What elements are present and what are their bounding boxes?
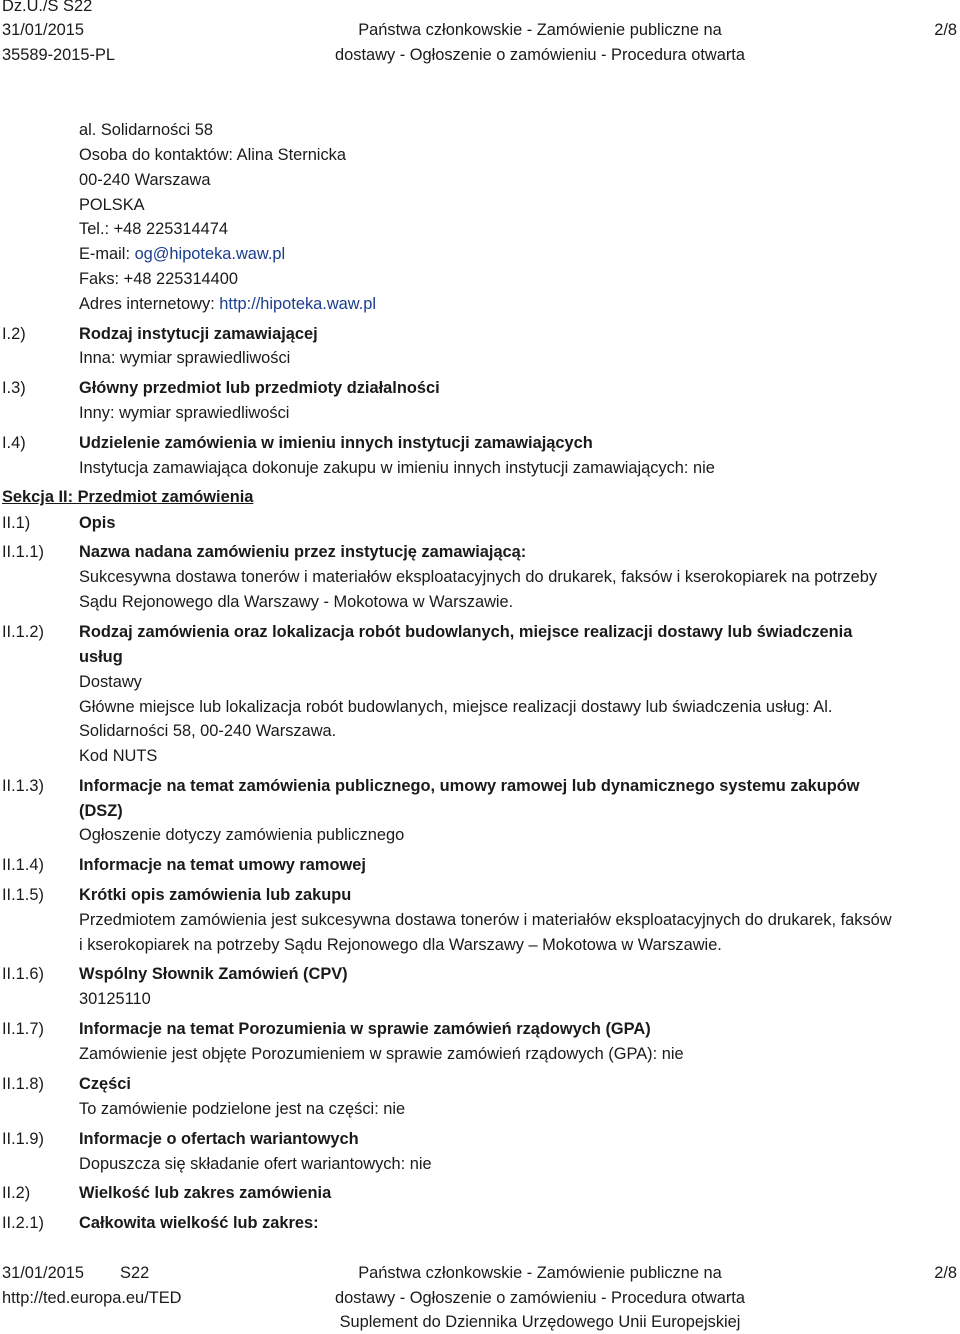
item-text: Dostawy xyxy=(79,673,142,691)
contact-web-row xyxy=(79,295,376,315)
item-title: Informacje na temat zamówienia publicznego, umowy ramowej lub dynamicznego systemu zakupów xyxy=(79,777,860,795)
item-number: II.1.9) xyxy=(2,1130,44,1148)
cpv-code: 30125110 xyxy=(79,990,151,1008)
web-link[interactable]: http://hipoteka.waw.pl xyxy=(219,295,377,313)
item-text: Zamówienie jest objęte Porozumieniem w sprawie zamówień rządowych (GPA): nie xyxy=(79,1045,684,1063)
footer-page-number: 2/8 xyxy=(934,1264,957,1282)
footer-title-line1: Państwa członkowskie - Zamówienie publiczne na xyxy=(358,1264,722,1282)
item-title: Wspólny Słownik Zamówień (CPV) xyxy=(79,965,348,983)
item-text: Kod NUTS xyxy=(79,747,158,765)
item-text: Dopuszcza się składanie ofert wariantowych: nie xyxy=(79,1155,432,1173)
item-number: II.2) xyxy=(2,1184,31,1202)
header-page-number: 2/8 xyxy=(934,21,957,39)
footer-title-line3: Suplement do Dziennika Urzędowego Unii Europejskiej xyxy=(339,1313,741,1331)
header-date: 31/01/2015 xyxy=(2,21,85,39)
item-number: II.1.4) xyxy=(2,856,44,874)
item-number: II.1.7) xyxy=(2,1020,44,1038)
item-title: Nazwa nadana zamówieniu przez instytucję zamawiającą: xyxy=(79,543,527,561)
item-number: II.2.1) xyxy=(2,1214,44,1232)
contact-fax: Faks: +48 225314400 xyxy=(79,270,239,288)
contact-address: al. Solidarności 58 xyxy=(79,121,213,139)
web-label: Adres internetowy: xyxy=(79,295,220,313)
header-title-line2: dostawy - Ogłoszenie o zamówieniu - Procedura otwarta xyxy=(335,46,745,64)
item-text: Przedmiotem zamówienia jest sukcesywna dostawa tonerów i materiałów eksploatacyjnych do drukarek, faksów xyxy=(79,911,892,929)
item-text: Inny: wymiar sprawiedliwości xyxy=(79,404,290,422)
contact-city: 00-240 Warszawa xyxy=(79,171,211,189)
item-title: (DSZ) xyxy=(79,802,123,820)
contact-email-row xyxy=(79,245,285,265)
item-title: Informacje na temat umowy ramowej xyxy=(79,856,366,874)
email-link[interactable]: og@hipoteka.waw.pl xyxy=(134,245,286,263)
email-label: E-mail: xyxy=(79,245,135,263)
item-title: Całkowita wielkość lub zakres: xyxy=(79,1214,319,1232)
item-text: i kserokopiarek na potrzeby Sądu Rejonowego dla Warszawy – Mokotowa w Warszawie. xyxy=(79,936,722,954)
item-title: Główny przedmiot lub przedmioty działalności xyxy=(79,379,440,397)
item-title: Rodzaj instytucji zamawiającej xyxy=(79,325,318,343)
contact-tel: Tel.: +48 225314474 xyxy=(79,220,229,238)
header-title-line1: Państwa członkowskie - Zamówienie publiczne na xyxy=(358,21,722,39)
contact-country: POLSKA xyxy=(79,196,145,214)
item-text: To zamówienie podzielone jest na części: nie xyxy=(79,1100,406,1118)
footer-date-row xyxy=(2,1264,149,1284)
item-number: II.1) xyxy=(2,514,31,532)
footer-code: S22 xyxy=(120,1264,150,1282)
item-text: Instytucja zamawiająca dokonuje zakupu w imieniu innych instytucji zamawiających: nie xyxy=(79,459,715,477)
item-text: Sukcesywna dostawa tonerów i materiałów eksploatacyjnych do drukarek, faksów i kserokopiarek na potrzeby xyxy=(79,568,878,586)
item-number: II.1.6) xyxy=(2,965,44,983)
footer-date: 31/01/2015 xyxy=(2,1264,85,1282)
item-number: II.1.3) xyxy=(2,777,44,795)
item-title: usług xyxy=(79,648,123,666)
item-number: I.3) xyxy=(2,379,26,397)
footer-url[interactable]: http://ted.europa.eu/TED xyxy=(2,1289,182,1307)
item-text: Sądu Rejonowego dla Warszawy - Mokotowa w Warszawie. xyxy=(79,593,514,611)
item-text: Solidarności 58, 00-240 Warszawa. xyxy=(79,722,337,740)
item-title: Informacje na temat Porozumienia w sprawie zamówień rządowych (GPA) xyxy=(79,1020,651,1038)
item-number: II.1.2) xyxy=(2,623,44,641)
item-title: Krótki opis zamówienia lub zakupu xyxy=(79,886,352,904)
notice-number: 35589-2015-PL xyxy=(2,46,116,64)
item-title: Informacje o ofertach wariantowych xyxy=(79,1130,359,1148)
item-title: Opis xyxy=(79,514,116,532)
journal-ref: Dz.U./S S22 xyxy=(2,0,93,15)
item-title: Rodzaj zamówienia oraz lokalizacja robót budowlanych, miejsce realizacji dostawy lub świadczenia xyxy=(79,623,853,641)
item-number: I.4) xyxy=(2,434,26,452)
section-heading: Sekcja II: Przedmiot zamówienia xyxy=(2,488,254,506)
item-number: II.1.5) xyxy=(2,886,44,904)
item-text: Inna: wymiar sprawiedliwości xyxy=(79,349,291,367)
item-number: II.1.1) xyxy=(2,543,44,561)
item-title: Udzielenie zamówienia w imieniu innych instytucji zamawiających xyxy=(79,434,593,452)
item-text: Główne miejsce lub lokalizacja robót budowlanych, miejsce realizacji dostawy lub świadczenia usług: Al. xyxy=(79,698,833,716)
item-title: Części xyxy=(79,1075,131,1093)
footer-title-line2: dostawy - Ogłoszenie o zamówieniu - Procedura otwarta xyxy=(335,1289,745,1307)
contact-person: Osoba do kontaktów: Alina Sternicka xyxy=(79,146,346,164)
item-title: Wielkość lub zakres zamówienia xyxy=(79,1184,332,1202)
item-text: Ogłoszenie dotyczy zamówienia publicznego xyxy=(79,826,405,844)
item-number: II.1.8) xyxy=(2,1075,44,1093)
item-number: I.2) xyxy=(2,325,26,343)
